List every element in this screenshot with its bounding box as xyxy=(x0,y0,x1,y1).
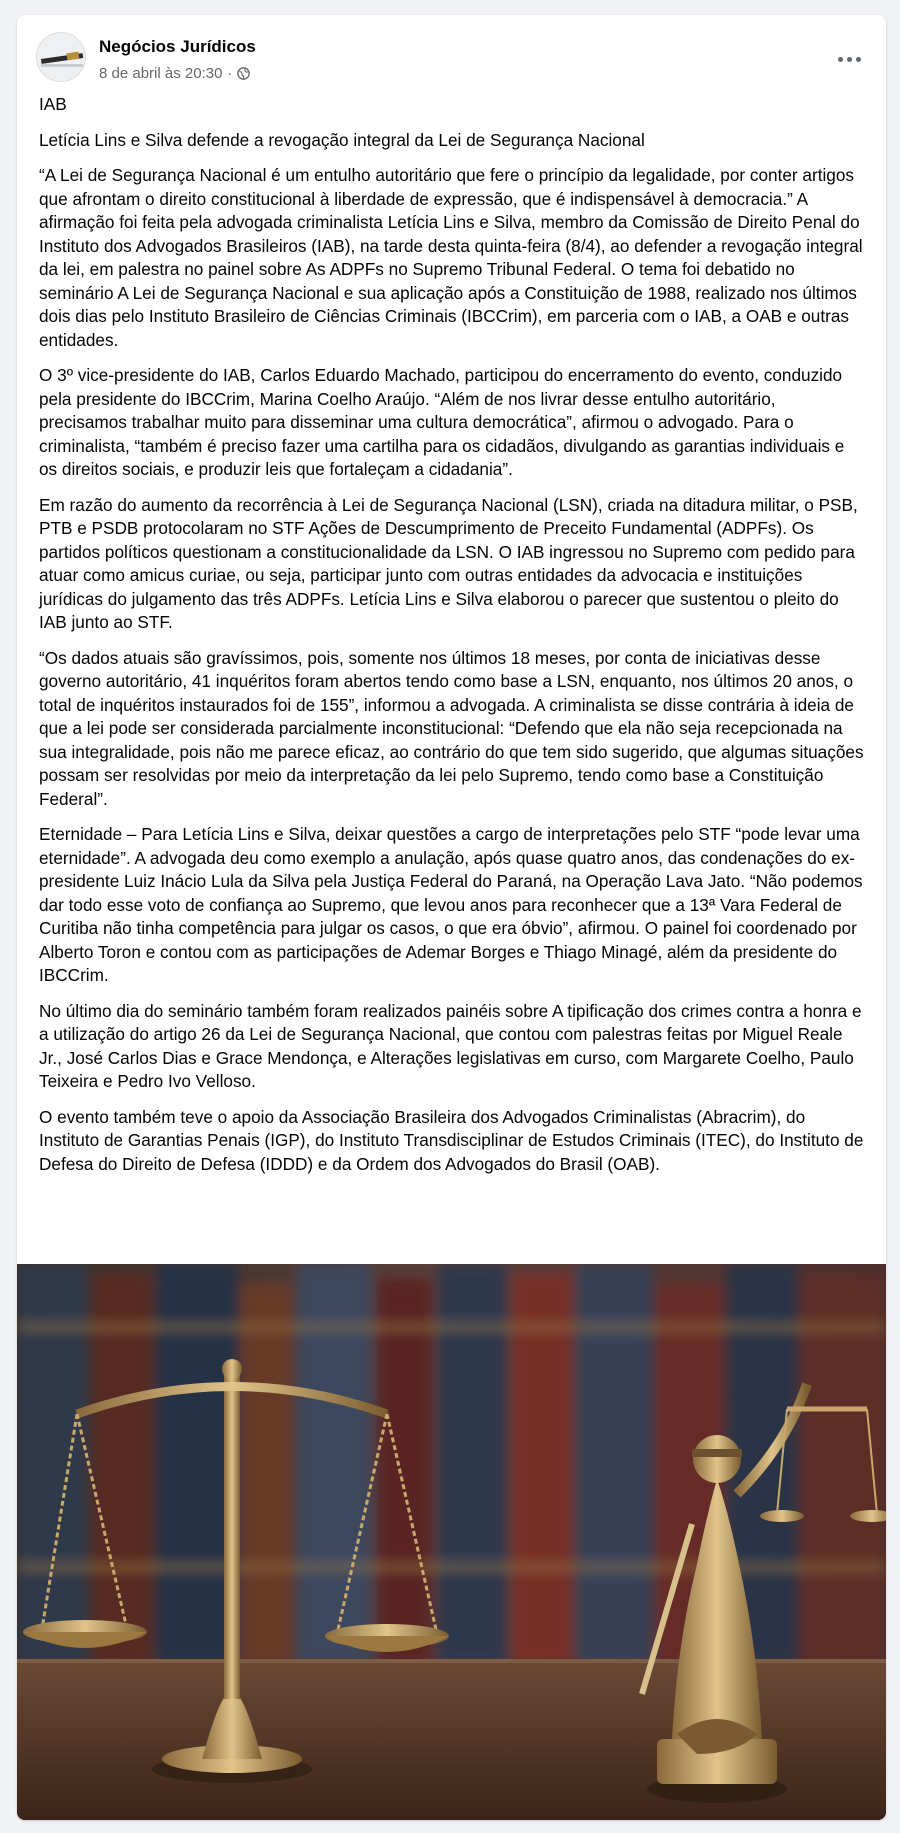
post-timestamp[interactable]: 8 de abril às 20:30 xyxy=(99,65,223,82)
post-headline: Letícia Lins e Silva defende a revogação integral da Lei de Segurança Nacional xyxy=(39,129,645,150)
paragraph: “Os dados atuais são gravíssimos, pois, somente nos últimos 18 meses, por conta de iniciativas desse governo autoritário, 41 inquéritos foram abertos tendo como base a LSN, enquanto, nos últimos 20 anos, o total de inquéritos instaurados foi de 155”, informou a advogada. A criminalista se disse contrária à ideia de que a lei pode ser considerada parcialmente inconstitucional: “Defendo que ela não seja recepcionada na sua integralidade, pois não me parece eficaz, ao contrário do que tem sido sugerido, que algumas situações possam ser resolvidas por meio da interpretação da lei pelo Supremo, tendo como base a Constituição Federal”. xyxy=(39,647,864,809)
paragraph: O 3º vice-presidente do IAB, Carlos Eduardo Machado, participou do encerramento do evento, conduzido pela presidente do IBCCrim, Marina Coelho Araújo. “Além de nos livrar desse entulho autoritário, precisamos trabalhar muito para disseminar uma cultura democrática”, afirmou o advogado. Para o criminalista, “também é preciso fazer uma cartilha para os cidadãos, divulgando as garantias individuais e os direitos sociais, e produzir leis que fortaleçam a cidadania”. xyxy=(39,365,845,479)
post-text xyxy=(39,93,867,1188)
paragraph: No último dia do seminário também foram realizados painéis sobre A tipificação dos crimes contra a honra e a utilização do artigo 26 da Lei de Segurança Nacional, que contou com palestras feitas por Miguel Reale Jr., José Carlos Dias e Grace Mendonça, e Alterações legislativas em curso, com Margarete Coelho, Paulo Teixeira e Pedro Ivo Velloso. xyxy=(39,1000,862,1091)
post-card xyxy=(17,15,886,1820)
more-options-button[interactable] xyxy=(831,41,867,77)
more-horizontal-icon xyxy=(838,57,843,62)
paragraph: “A Lei de Segurança Nacional é um entulho autoritário que fere o princípio da legalidade, por conter artigos que afrontam o direito constitucional à liberdade de expressão, que é indispensável à democracia.” A afirmação foi feita pela advogada criminalista Letícia Lins e Silva, membro da Comissão de Direito Penal do Instituto dos Advogados Brasileiros (IAB), na tarde desta quinta-feira (8/4), ao defender a revogação integral da lei, em palestra no painel sobre As ADPFs no Supremo Tribunal Federal. O tema foi debatido no seminário A Lei de Segurança Nacional e sua aplicação após a Constituição de 1988, realizado nos últimos dois dias pelo Instituto Brasileiro de Ciências Criminais (IBCCrim), em parceria com o IAB, a OAB e outras entidades. xyxy=(39,165,863,350)
page-avatar[interactable] xyxy=(36,32,86,82)
post-meta xyxy=(99,65,250,82)
paragraph: Em razão do aumento da recorrência à Lei de Segurança Nacional (LSN), criada na ditadura militar, o PSB, PTB e PSDB protocolaram no STF Ações de Descumprimento de Preceito Fundamental (ADPFs). Os partidos políticos questionam a constitucionalidade da LSN. O IAB ingressou no Supremo com pedido para atuar como amicus curiae, ou seja, participar junto com outras entidades da advocacia e instituições jurídicas do julgamento das três ADPFs. Letícia Lins e Silva elaborou o parecer que sustentou o pleito do IAB junto ao STF. xyxy=(39,494,858,632)
paragraph: O evento também teve o apoio da Associação Brasileira dos Advogados Criminalistas (Abracrim), do Instituto de Garantias Penais (IGP), do Instituto Transdisciplinar de Estudos Criminais (ITEC), do Instituto de Defesa do Direito de Defesa (IDDD) e da Ordem dos Advogados do Brasil (OAB). xyxy=(39,1106,864,1174)
meta-separator: · xyxy=(227,65,233,82)
post-header xyxy=(36,27,867,83)
post-photo[interactable] xyxy=(17,1264,886,1820)
paragraph: Eternidade – Para Letícia Lins e Silva, deixar questões a cargo de interpretações pelo STF “pode levar uma eternidade”. A advogada deu como exemplo a anulação, após quase quatro anos, das condenações do ex-presidente Luiz Inácio Lula da Silva pela Justiça Federal do Paraná, na Operação Lava Jato. “Não podemos dar todo esse voto de confiança ao Supremo, que levou anos para reconhecer que a 13ª Vara Federal de Curitiba não tinha competência para julgar os casos, o que era óbvio”, afirmou. O painel foi coordenado por Alberto Toron e contou com as participações de Ademar Borges e Thiago Minagé, além da presidente do IBCCrim. xyxy=(39,824,863,985)
page-name-link[interactable]: Negócios Jurídicos xyxy=(99,37,256,56)
post-tag: IAB xyxy=(39,94,67,114)
globe-icon xyxy=(237,67,250,80)
